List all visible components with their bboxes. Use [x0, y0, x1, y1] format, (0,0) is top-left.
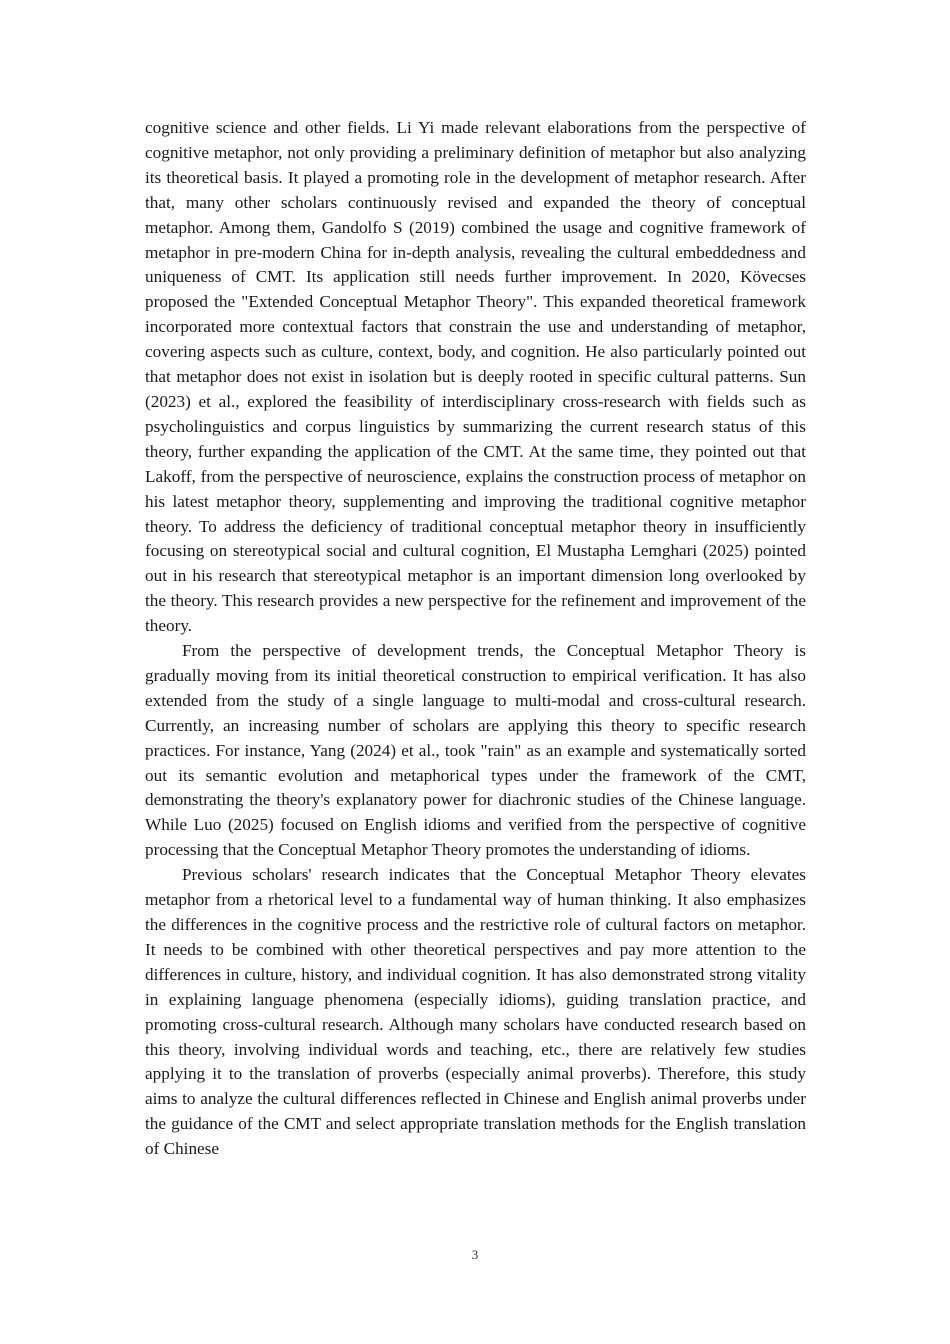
- paragraph-previous-research: Previous scholars' research indicates that the Conceptual Metaphor Theory elevates metaphor from a rhetorical level to a fundamental way of human thinking. It also emphasizes the differences in the cognitive process and the restrictive role of cultural factors on metaphor. It needs to be combined with other theoretical perspectives and pay more attention to the differences in culture, history, and individual cognition. It has also demonstrated strong vitality in explaining language phenomena (especially idioms), guiding translation practice, and promoting cross-cultural research. Although many scholars have conducted research based on this theory, involving individual words and teaching, etc., there are relatively few studies applying it to the translation of proverbs (especially animal proverbs). Therefore, this study aims to analyze the cultural differences reflected in Chinese and English animal proverbs under the guidance of the CMT and select appropriate translation methods for the English translation of Chinese: [145, 865, 806, 1159]
- paragraph-continued: cognitive science and other fields. Li Yi made relevant elaborations from the perspective of cognitive metaphor, not only providing a preliminary definition of metaphor but also analyzing its theoretical basis. It played a promoting role in the development of metaphor research. After that, many other scholars continuously revised and expanded the theory of conceptual metaphor. Among them, Gandolfo S (2019) combined the usage and cognitive framework of metaphor in pre-modern China for in-depth analysis, revealing the cultural embeddedness and uniqueness of CMT. Its application still needs further improvement. In 2020, Kövecses proposed the "Extended Conceptual Metaphor Theory". This expanded theoretical framework incorporated more contextual factors that constrain the use and understanding of metaphor, covering aspects such as culture, context, body, and cognition. He also particularly pointed out that metaphor does not exist in isolation but is deeply rooted in specific cultural patterns. Sun (2023) et al., explored the feasibility of interdisciplinary cross-research with fields such as psycholinguistics and corpus linguistics by summarizing the current research status of this theory, further expanding the application of the CMT. At the same time, they pointed out that Lakoff, from the perspective of neuroscience, explains the construction process of metaphor on his latest metaphor theory, supplementing and improving the traditional cognitive metaphor theory. To address the deficiency of traditional conceptual metaphor theory in insufficiently focusing on stereotypical social and cultural cognition, El Mustapha Lemghari (2025) pointed out in his research that stereotypical metaphor is an important dimension long overlooked by the theory. This research provides a new perspective for the refinement and improvement of the theory.: [145, 118, 806, 636]
- body-text: [145, 116, 806, 1162]
- page-number: 3: [471, 1247, 479, 1262]
- paragraph-development-trends: From the perspective of development trends, the Conceptual Metaphor Theory is gradually moving from its initial theoretical construction to empirical verification. It has also extended from the study of a single language to multi-modal and cross-cultural research. Currently, an increasing number of scholars are applying this theory to specific research practices. For instance, Yang (2024) et al., took "rain" as an example and systematically sorted out its semantic evolution and metaphorical types under the framework of the CMT, demonstrating the theory's explanatory power for diachronic studies of the Chinese language. While Luo (2025) focused on English idioms and verified from the perspective of cognitive processing that the Conceptual Metaphor Theory promotes the understanding of idioms.: [145, 641, 806, 860]
